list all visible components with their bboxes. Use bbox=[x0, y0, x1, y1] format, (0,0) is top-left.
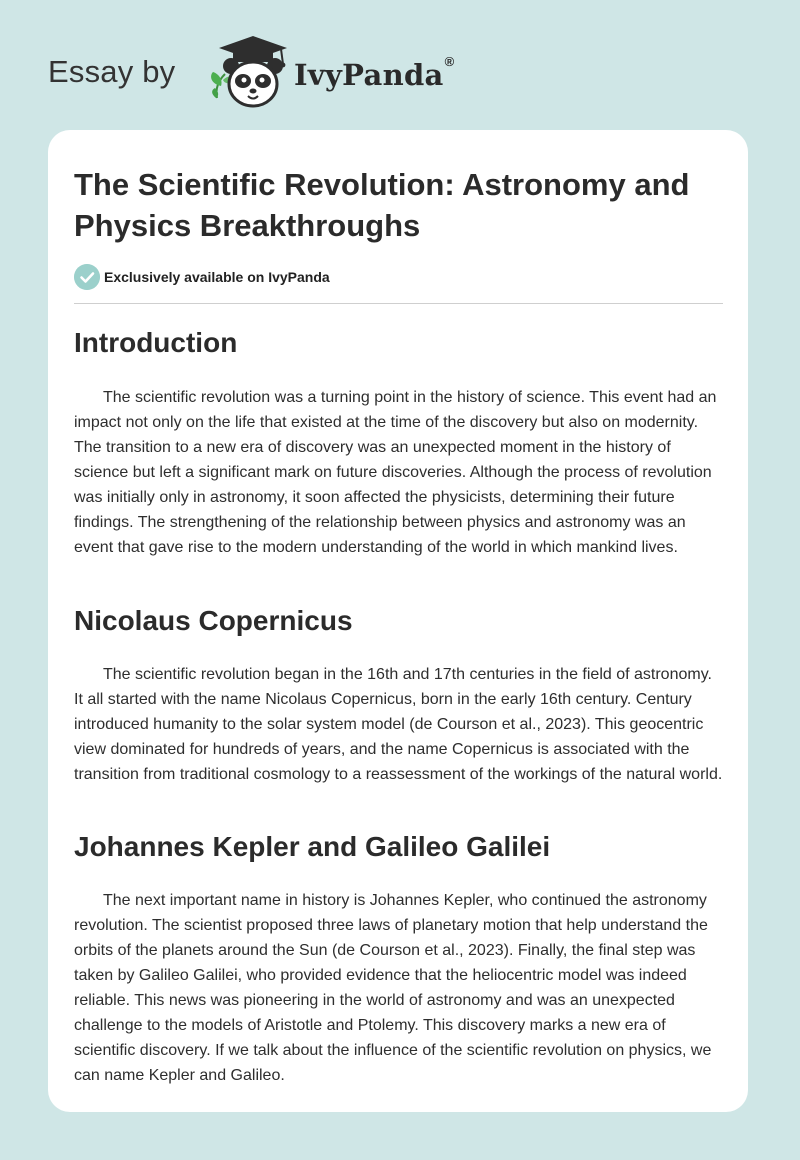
essay-title: The Scientific Revolution: Astronomy and Physics Breakthroughs bbox=[74, 167, 690, 243]
exclusive-badge-label: Exclusively available on IvyPanda bbox=[104, 269, 330, 285]
section-heading-copernicus: Nicolaus Copernicus bbox=[74, 605, 353, 636]
brand-name[interactable]: IvyPanda® bbox=[294, 54, 455, 92]
site-header bbox=[48, 34, 748, 110]
essay-card bbox=[48, 130, 748, 1112]
registered-mark: ® bbox=[444, 54, 455, 70]
section-paragraph-kepler-galileo: The next important name in history is Johannes Kepler, who continued the astronomy revolution. The scientist proposed three laws of planetary motion that help understand the orbits of the planets around the Sun (de Courson et al., 2023). Finally, the final step was taken by Galileo Galilei, who provided evidence that the heliocentric model was indeed reliable. This news was pioneering in the world of astronomy and was an unexpected challenge to the models of Aristotle and Ptolemy. This discovery marks a new era of scientific discovery. If we talk about the influence of the scientific revolution on physics, we can name Kepler and Galileo. bbox=[74, 892, 712, 1084]
section-heading-introduction: Introduction bbox=[74, 327, 238, 358]
section-heading-kepler-galileo: Johannes Kepler and Galileo Galilei bbox=[74, 831, 551, 862]
panda-logo-icon[interactable] bbox=[203, 34, 287, 110]
section-paragraph-introduction: The scientific revolution was a turning point in the history of science. This event had an impact not only on the life that existed at the time of the discovery but also on modernity. The transition to a new era of discovery was an unexpected moment in the history of science but left a significant mark on future discoveries. Although the process of revolution was initially only in astronomy, it soon affected the physicists, determining their future findings. The strengthening of the relationship between physics and astronomy was an event that gave rise to the modern understanding of the world in which mankind lives. bbox=[74, 389, 717, 556]
essay-by-label: Essay by bbox=[48, 54, 176, 89]
divider bbox=[74, 303, 723, 304]
check-icon bbox=[74, 264, 100, 290]
section-paragraph-copernicus: The scientific revolution began in the 16th and 17th centuries in the field of astronomy. It all started with the name Nicolaus Copernicus, born in the early 16th century. Century introduced humanity to the solar system model (de Courson et al., 2023). This geocentric view dominated for hundreds of years, and the name Copernicus is associated with the transition from traditional cosmology to a reassessment of the workings of the natural world. bbox=[74, 666, 723, 783]
